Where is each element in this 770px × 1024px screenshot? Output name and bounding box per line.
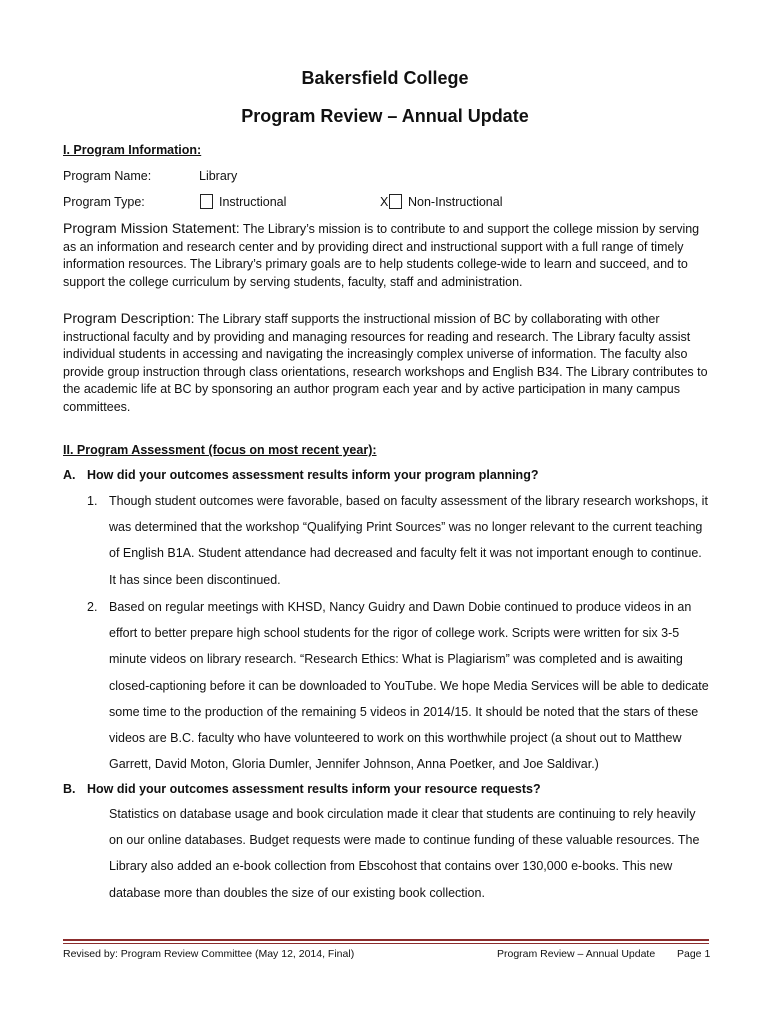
description-lead: Program Description: [63, 310, 195, 326]
question-b-letter: B. [63, 782, 76, 796]
footer-revised: Revised by: Program Review Committee (May 12, 2014, Final) [63, 948, 355, 960]
college-name: Bakersfield College [301, 68, 469, 88]
footer-doc-name: Program Review – Annual Update [497, 948, 656, 960]
footer-page-number: Page 1 [677, 948, 711, 960]
footer-rule-thick [63, 939, 709, 941]
instructional-checkbox[interactable] [200, 194, 213, 209]
document-title: Program Review – Annual Update [241, 106, 529, 126]
question-b: How did your outcomes assessment results inform your resource requests? [87, 782, 541, 796]
footer-rule-thin [63, 943, 709, 944]
mission-statement [63, 220, 713, 291]
question-a: How did your outcomes assessment results inform your program planning? [87, 468, 539, 482]
program-name-value: Library [199, 169, 238, 183]
program-type-label: Program Type: [63, 195, 145, 209]
mission-lead: Program Mission Statement: [63, 220, 240, 236]
noninstructional-checkbox[interactable] [389, 194, 402, 209]
section-1-heading: I. Program Information: [63, 143, 202, 157]
question-b-answer: Statistics on database usage and book circulation made it clear that students are continuing to rely heavily on our online databases. Budget requests were made to continue funding of these valuable resources. The Library also added an e-book collection from Ebscohost that contains over 130,000 e-books. This new database more than doubles the size of our existing book collection. [109, 807, 700, 900]
section-2-heading: II. Program Assessment (focus on most recent year): [63, 443, 377, 457]
mission-text: The Library’s mission is to contribute to and support the college mission by serving as an information and research center and by providing direct and instructional support with a full range of timely information resources. The Library’s primary goals are to help students college-wide to learn and succeed, and to support the college curriculum by serving students, faculty, staff and administration. [63, 222, 700, 289]
question-a-letter: A. [63, 468, 76, 482]
noninstructional-mark: X [380, 195, 389, 209]
instructional-label: Instructional [219, 195, 287, 209]
noninstructional-label: Non-Instructional [408, 195, 503, 209]
item-1-text: Though student outcomes were favorable, based on faculty assessment of the library research workshops, it was determined that the workshop “Qualifying Print Sources” was no longer relevant to the current teaching of English B1A. Student attendance had decreased and faculty felt it was not important enough to continue. It has since been discontinued. [109, 494, 708, 587]
program-name-label: Program Name: [63, 169, 152, 183]
item-1-number: 1. [87, 494, 98, 508]
item-2-number: 2. [87, 600, 98, 614]
description-text: The Library staff supports the instructional mission of BC by collaborating with other instructional faculty and by providing and managing resources for reading and research. The Library faculty assist individual students in accessing and navigating the increasingly complex universe of information. The faculty also provide group instruction through class orientations, research workshops and English B34. The Library contributes to the academic life at BC by sponsoring an author program each year and by active participation in many campus committees. [63, 312, 708, 414]
item-2-text: Based on regular meetings with KHSD, Nancy Guidry and Dawn Dobie continued to produce videos in an effort to better prepare high school students for the rigor of college work. Scripts were written for six 3-5 minute videos on library research. “Research Ethics: What is Plagiarism” was completed and is awaiting closed-captioning before it can be downloaded to YouTube. We hope Media Services will be able to dedicate some time to the production of the remaining 5 videos in 2014/15. It should be noted that the stars of these videos are B.C. faculty who have volunteered to work on this worthwhile project (a shout out to Matthew Garrett, David Moton, Gloria Dumler, Jennifer Johnson, Anna Poetker, and Joe Saldivar.) [109, 600, 709, 772]
program-description [63, 310, 713, 417]
